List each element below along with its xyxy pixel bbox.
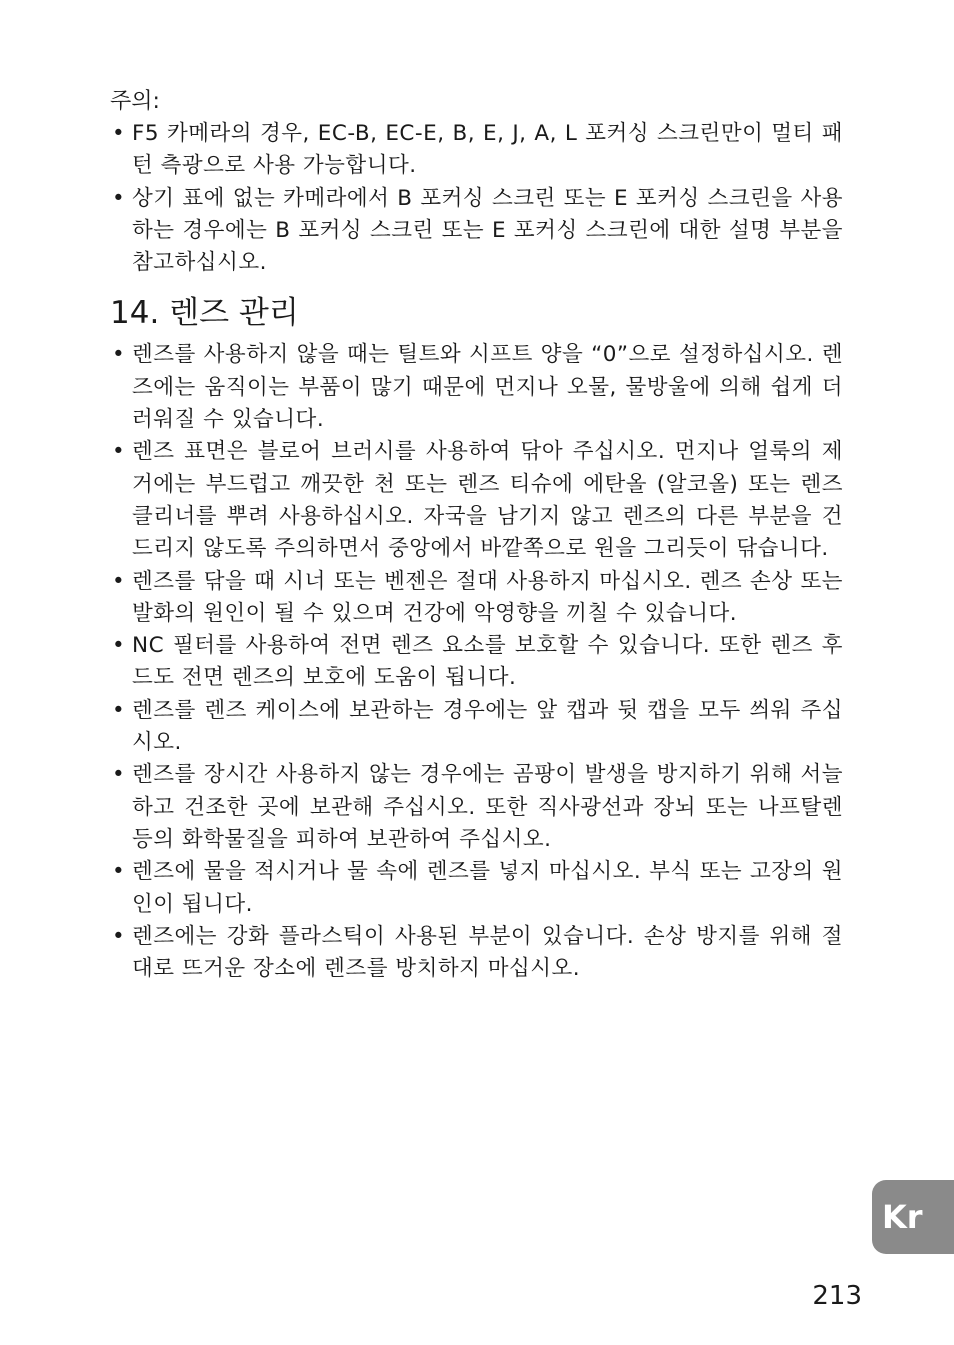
list-item: • 렌즈 표면은 블로어 브러시를 사용하여 닦아 주십시오. 먼지나 얼룩의 제거에는 부드럽고 깨끗한 천 또는 렌즈 티슈에 에탄올 (알코올) 또는 렌즈 클리너를 뿌려 사용하십시오. 자국을 남기지 않고 렌즈의 다른 부분을 건드리지 않도록 주의하면서 중앙에서 바깥쪽으로 원을 그리듯이 닦습니다.	[110, 436, 843, 565]
lens-care-list	[110, 339, 843, 985]
list-item: • 렌즈를 사용하지 않을 때는 틸트와 시프트 양을 “0”으로 설정하십시오. 렌즈에는 움직이는 부품이 많기 때문에 먼지나 오물, 물방울에 의해 쉽게 더러워질 수 있습니다.	[110, 339, 843, 436]
list-item: • NC 필터를 사용하여 전면 렌즈 요소를 보호할 수 있습니다. 또한 렌즈 후드도 전면 렌즈의 보호에 도움이 됩니다.	[110, 630, 843, 695]
list-item: • 렌즈를 닦을 때 시너 또는 벤젠은 절대 사용하지 마십시오. 렌즈 손상 또는 발화의 원인이 될 수 있으며 건강에 악영향을 끼칠 수 있습니다.	[110, 566, 843, 631]
language-tab: Kr	[872, 1180, 954, 1254]
section-title: 14. 렌즈 관리	[110, 295, 299, 332]
note-item: • F5 카메라의 경우, EC-B, EC-E, B, E, J, A, L 포커싱 스크린만이 멀티 패턴 측광으로 사용 가능합니다.	[110, 118, 843, 183]
list-item: • 렌즈에 물을 적시거나 물 속에 렌즈를 넣지 마십시오. 부식 또는 고장의 원인이 됩니다.	[110, 856, 843, 921]
note-list	[110, 118, 843, 279]
list-item: • 렌즈를 렌즈 케이스에 보관하는 경우에는 앞 캡과 뒷 캡을 모두 씌워 주십시오.	[110, 695, 843, 760]
list-item: • 렌즈에는 강화 플라스틱이 사용된 부분이 있습니다. 손상 방지를 위해 절대로 뜨거운 장소에 렌즈를 방치하지 마십시오.	[110, 921, 843, 986]
page-content	[110, 86, 843, 985]
page-number: 213	[812, 1281, 862, 1311]
note-item: • 상기 표에 없는 카메라에서 B 포커싱 스크린 또는 E 포커싱 스크린을 사용하는 경우에는 B 포커싱 스크린 또는 E 포커싱 스크린에 대한 설명 부분을 참고하십시오.	[110, 183, 843, 280]
note-heading: 주의:	[110, 89, 160, 114]
list-item: • 렌즈를 장시간 사용하지 않는 경우에는 곰팡이 발생을 방지하기 위해 서늘하고 건조한 곳에 보관해 주십시오. 또한 직사광선과 장뇌 또는 나프탈렌 등의 화학물질을 피하여 보관하여 주십시오.	[110, 759, 843, 856]
